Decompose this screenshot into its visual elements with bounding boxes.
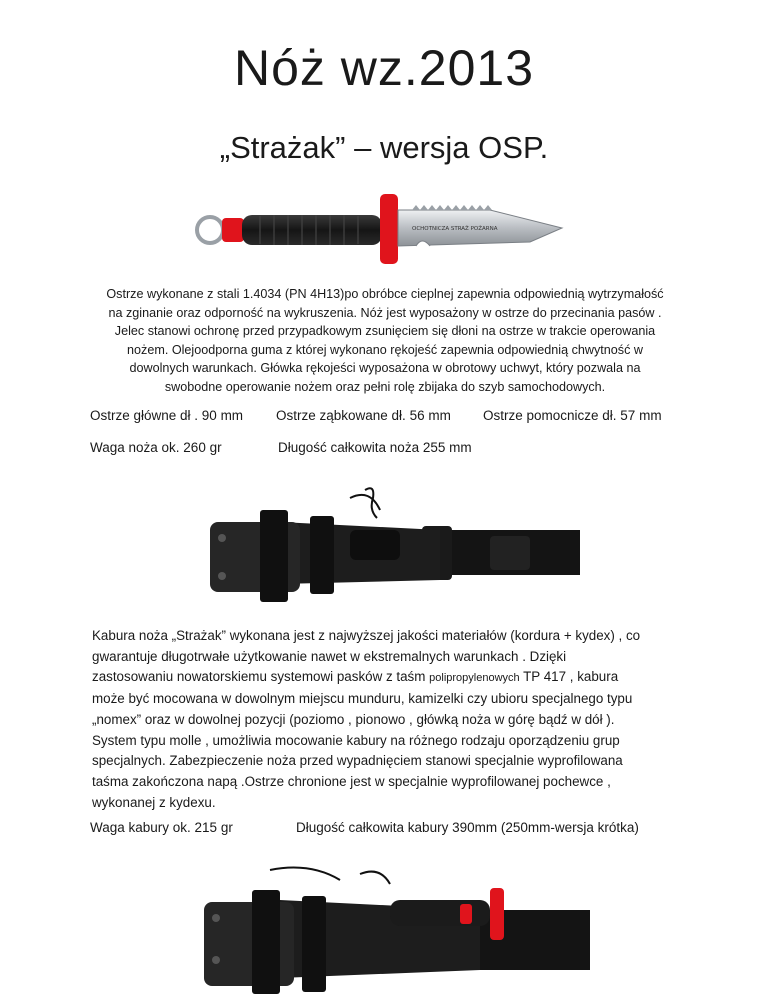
paragraph-line: System typu molle , umożliwia mocowanie kabury na różnego rodzaju oporządzeniu grup — [92, 732, 620, 748]
paragraph-line: Kabura noża „Strażak” wykonana jest z najwyższej jakości materiałów (kordura + kydex) , co — [92, 628, 641, 643]
knife-grip — [242, 215, 382, 245]
spec-main-blade: Ostrze główne dł . 90 mm — [90, 408, 244, 423]
spec-knife-length: Długość całkowita noża 255 mm — [278, 440, 472, 455]
paragraph-text: zastosowaniu nowatorskiemu systemowi pasków z taśm — [92, 669, 430, 685]
spec-knife-weight: Waga noża ok. 260 gr — [90, 440, 222, 455]
blade-engraving: OCHOTNICZA STRAŻ POŻARNA — [412, 226, 498, 232]
guard-red — [380, 194, 398, 264]
description-line: swobodne operowanie nożem oraz pełni rolę zbijaka do szyb samochodowych. — [164, 379, 606, 394]
description-line: Ostrze wykonane z stali 1.4034 (PN 4H13)po obróbce cieplnej zapewnia odpowiednią wytrzymałość — [106, 287, 664, 301]
paragraph-line: może być mocowana w dowolnym miejscu munduru, kamizelki czy ubioru specjalnego typu — [92, 691, 633, 707]
paragraph-line: gwarantuje długotrwałe użytkowanie nawet w ekstremalnych warunkach . Dzięki — [92, 648, 567, 664]
holster-description — [92, 626, 682, 813]
description-line: dowolnych warunkach. Główka rękojeści wyposażona w obrotowy uchwyt, który pozwala na — [129, 361, 641, 375]
knife-description — [90, 285, 680, 396]
holster-with-knife-photo — [190, 860, 590, 994]
paragraph-line: taśma zakończona napą .Ostrze chronione jest w specjalnie wyprofilowanej pochewce , — [92, 773, 611, 789]
spec-aux-blade: Ostrze pomocnicze dł. 57 mm — [483, 408, 662, 423]
paragraph-line: wykonanej z kydexu. — [92, 794, 216, 810]
paragraph-text-small: polipropylenowych — [429, 672, 520, 685]
paragraph-line — [92, 667, 682, 689]
holster-photo — [190, 480, 590, 605]
knife-photo — [190, 180, 570, 270]
paragraph-line: specjalnych. Zabezpieczenie noża przed wypadnięciem stanowi specjalnie wyprofilowana — [92, 753, 623, 769]
page-title: Nóż wz.2013 — [233, 40, 535, 96]
serrated-edge — [412, 205, 492, 210]
description-line: na zginanie oraz odporność na wykruszenia. Nóż jest wyposażony w ostrze do przecinania pasów . — [108, 305, 662, 320]
paragraph-line: „nomex” oraz w dowolnej pozycji (poziomo , pionowo , główką noża w górę bądź w dół ). — [92, 711, 615, 727]
key-ring-icon — [197, 217, 223, 243]
spec-serrated-blade: Ostrze ząbkowane dł. 56 mm — [276, 408, 451, 423]
description-line: Jelec stanowi ochronę przed przypadkowym zsunięciem się dłoni na ostrze w trakcie operowania — [114, 324, 656, 338]
page-subtitle: „Strażak” – wersja OSP. — [219, 130, 549, 165]
spec-holster-length: Długość całkowita kabury 390mm (250mm-wersja krótka) — [296, 820, 639, 835]
pommel-red — [222, 218, 244, 242]
spec-holster-weight: Waga kabury ok. 215 gr — [90, 820, 233, 835]
description-line: nożem. Olejoodporna guma z której wykonano rękojeść zapewnia odpowiednią chwytność w — [127, 342, 643, 357]
paragraph-text: TP 417 , kabura — [519, 669, 619, 685]
